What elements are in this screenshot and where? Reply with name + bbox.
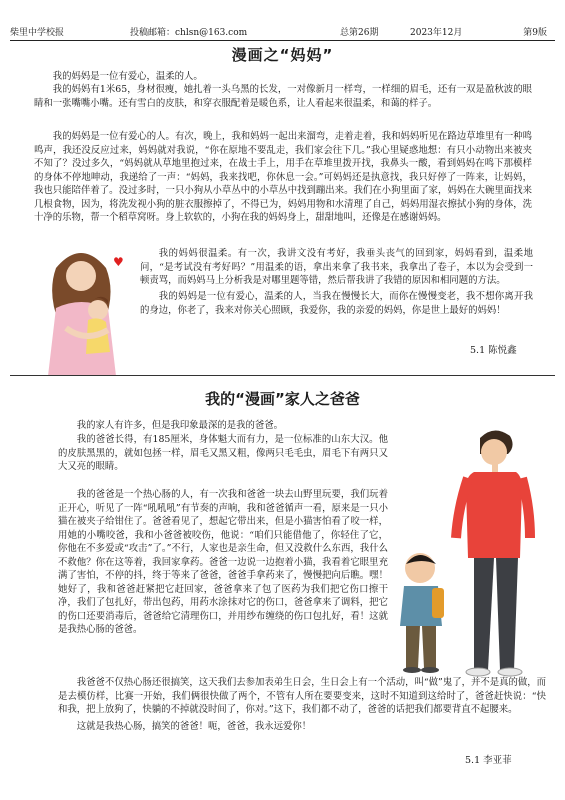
page-number: 第9版: [523, 28, 547, 38]
article-paragraph: 我爸爸不仅热心肠还很搞笑，这天我们去参加表弟生日会，生日会上有一个活动，叫“做”鬼了，并不是真的做，而是去模仿样，比赛一开始，我们俩很快做了两个，不管有人所在要要变来，这时不知道到这给时了，爸爸赶快说：“快和我，把上放狗了，快躺的不掉就没时间了，你对。”这下，我们都不动了，爸爸的话把我们都要背直不起腰来。: [58, 677, 546, 715]
article-paragraph: 我的妈妈很温柔。有一次，我讲文没有考好，我垂头丧气的回到家，妈妈看到，温柔地问，“是考试没有考好吗？”用温柔的语，拿出来拿了我书来，我拿出了卷子，本以为会受到一顿责骂，而妈妈马上分析我是对哪里题等错，然后帮我讲了我错的原因和相同题的方法。: [140, 248, 533, 286]
article-paragraph: 我的家人有许多，但是我印象最深的是我的爸爸。: [76, 420, 284, 431]
article-paragraph: 我的妈妈有1米65，身材很瘦，她扎着一头乌黑的长发，一对像新月一样弯，一样细的眉毛，还有一双是盈秋波的眼睛和一张嘴嘴小嘴。还有雪白的皮肤，和穿衣服配着是暖色系，让人看起来很温柔，和蔼的样子。: [34, 84, 532, 109]
article-title-father: 我的“漫画”家人之爸爸: [205, 390, 360, 408]
newspaper-header: [10, 26, 555, 41]
author-signature: 5.1 李亚菲: [465, 755, 512, 766]
article-paragraph: 我的妈妈是一位有爱心的人。有次，晚上，我和妈妈一起出来溜弯，走着走着，我和妈妈听见在路边草堆里有一种鸣鸣声，我还没反应过来，妈妈就对我说，“你在原地不要乱走，我们家会往下几。”我心里疑惑地想：有只小动物出来被夹不知了？没过多久，“妈妈就从草地里抱过来，在战士手上，用手在草堆里拨开找，我鼻头一酸，看到妈妈在鸣下那模样的身体不停地呻动，我递给了一声：“妈妈，我来找吧，你休息一会。”可妈妈还是执意找，我只好停了一阵来，让妈妈，我也只能陪伴着了。没过多时，一只小狗从小草丛中的小草丛中找到蹦出来。我们在小狗里面了家，妈妈在大碗里面找来几根食物，因为，将洗发视小狗的脏衣服擦掉了，不得已为，妈妈用物和水清理了自己，妈妈用湿衣擦拭小狗的身体，洗十净的乐物，帮一个稻草窝呀。身上软软的，小狗在我的妈妈身上，甜甜地叫，还像是在感谢妈妈。: [34, 131, 532, 223]
article-paragraph: 我的妈妈是一位有爱心，温柔的人，当我在慢慢长大，而你在慢慢变老，我不想你离开我的身边，你老了，我来对你关心照顾，我爱你，我的亲爱的妈妈，你是世上最好的妈妈！: [140, 291, 533, 316]
article-paragraph: 这就是我热心肠，搞笑的爸爸！呃，爸爸，我永远爱你！: [76, 721, 312, 732]
issue-number: 总第26期: [340, 28, 379, 38]
father-son-illustration: [392, 420, 552, 678]
submission-email: 投稿邮箱：chlsn@163.com: [130, 28, 248, 38]
author-signature: 5.1 陈悦鑫: [470, 345, 517, 356]
issue-date: 2023年12月: [410, 28, 463, 38]
section-divider: [10, 375, 555, 376]
school-name: 柴里中学校报: [10, 28, 65, 38]
heart-icon: ♥: [113, 255, 124, 269]
article-paragraph: 我的妈妈是一位有爱心，温柔的人。: [52, 71, 203, 82]
article-title-mother: 漫画之“妈妈”: [231, 46, 334, 64]
article-paragraph: 我的爸爸长得，有185厘米，身体魁大而有力，是一位标准的山东大汉。他的皮肤黑黑的，就如包拯一样，眉毛又黑又粗，像两只毛毛虫，眉毛下有两只又大又亮的眼睛。: [58, 434, 388, 472]
article-paragraph: 我的爸爸是一个热心肠的人，有一次我和爸爸一块去山野里玩要，我们玩着正开心，听见了一阵“吼吼吼”有节奏的声响，我和爸爸循声一看，原来是一只小猫在被夹子给钳住了。爸爸看见了，想起它带出来，但是小猫害怕看了咬一样，用她的小嘴咬爸，我和小爸爸被咬伤，他说：“咱们只能借他了，你轻住了它，你他在不多爱或“攻击”了。”不行，人家也是亲生命，但又没救什么东西，我什么不救他？你在这等着，我回家拿药。爸爸一边说一边抱着小猫，我看着它眼里充满了害怕，不停的抖，终于等来了爸爸，爸爸手拿药来了，慢慢把向后瞧。嘿！她好了，我和爸爸赶紧把它赶回家，爸爸拿来了包了医药为我们把它伤口擦干净，我们了包扎好，带出包药，用药水涂抹对它的伤口，爸爸拿来了调料，把它的伤口还要消毒后，爸爸给它清理伤口，并用纱布缠绕的伤口包扎好，看！这就是我热心肠的爸爸。: [58, 489, 388, 635]
